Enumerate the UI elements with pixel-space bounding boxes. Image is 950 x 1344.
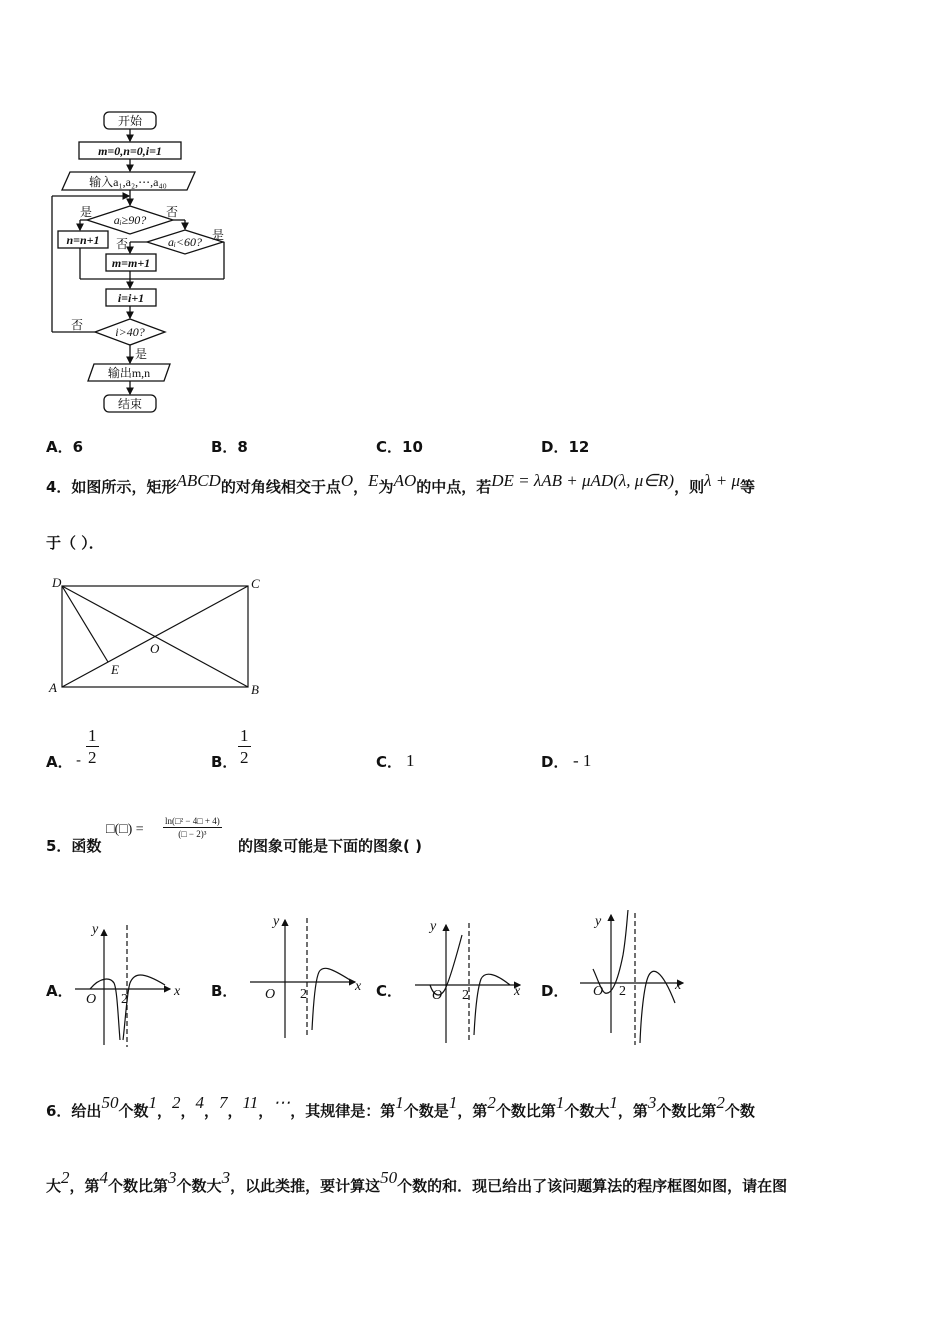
q6-text: ，第 [69, 1177, 100, 1195]
q4-option-b-fraction [238, 726, 251, 769]
flow-output-text: 输出m,n [107, 366, 151, 380]
q6-num: 1 [395, 1093, 404, 1112]
q3-option-a[interactable]: A．6 [46, 438, 84, 456]
q6-text: ， [156, 1102, 172, 1120]
q4-o: O [340, 471, 354, 490]
q5-numerator: ln(□² − 4□ + 4) [165, 816, 220, 826]
q6-text: ， [258, 1102, 274, 1120]
q6-num: 50 [101, 1093, 119, 1112]
q4-t2: 为 [378, 478, 394, 496]
flow-ninc-text: n=n+1 [66, 233, 100, 247]
q6-text: 个数的和．现已给出了该问题算法的程序框图如图，请在图 [397, 1177, 788, 1195]
q4-t4: ，则 [674, 478, 705, 496]
axis-two: 2 [619, 984, 626, 999]
q6-text: 个数 [118, 1102, 149, 1120]
q4-option-a-sign: - [76, 751, 82, 769]
axis-x: x [514, 984, 521, 999]
q6-num: 7 [219, 1093, 228, 1112]
axis-origin: O [593, 984, 604, 999]
flow-no-label: 否 [70, 318, 84, 332]
frac-numerator: 1 [240, 726, 249, 745]
q6-num: 4 [195, 1093, 204, 1112]
q5-option-a[interactable]: A． [46, 982, 73, 1000]
flow-no-label: 否 [115, 237, 129, 251]
flow-cond3-text: i>40? [115, 325, 145, 339]
q4-option-b[interactable]: B． [211, 753, 238, 771]
q6-text: 个数比第 [495, 1102, 556, 1120]
q6-num: 50 [380, 1168, 398, 1187]
q4-e: E [368, 471, 379, 490]
q6-num: 1 [555, 1093, 565, 1112]
flow-cond1-text: aᵢ≥90? [113, 213, 147, 227]
flow-yes-label: 是 [79, 205, 93, 219]
q6-num: 11 [242, 1093, 259, 1112]
q5-denominator: (□ − 2)³ [178, 829, 207, 839]
q6-text: ，以此类推，要计算这 [230, 1177, 381, 1195]
graph-d [575, 905, 695, 1050]
axis-y: y [273, 914, 280, 929]
flow-start-text: 开始 [117, 114, 143, 128]
q6-text: ， [203, 1102, 219, 1120]
q5-fraction [163, 815, 222, 840]
graph-b [245, 910, 370, 1045]
q4-comma: ， [353, 478, 369, 496]
q4-t3: 的中点，若 [416, 478, 492, 496]
flow-init-text: m=0,n=0,i=1 [98, 144, 162, 158]
graph-a [70, 915, 190, 1050]
q6-text: 个数大 [564, 1102, 610, 1120]
axis-origin: O [432, 988, 443, 1003]
q6-text: 个数大 [176, 1177, 222, 1195]
q4-option-c[interactable]: C． [376, 753, 403, 771]
q4-ao: AO [393, 471, 417, 490]
q3-option-b[interactable]: B．8 [211, 438, 248, 456]
q6-text: ， [180, 1102, 196, 1120]
flowchart [40, 105, 240, 420]
q4-t1: 的对角线相交于点 [220, 478, 341, 496]
q6-num: 3 [221, 1168, 231, 1187]
q5-option-c[interactable]: C． [376, 982, 403, 1000]
q6-line2 [46, 1168, 906, 1196]
q5-prefix: 5．函数 [46, 837, 102, 855]
q6-num: 1 [148, 1093, 157, 1112]
q6-text: ， [227, 1102, 243, 1120]
q6-line1 [46, 1093, 906, 1121]
axis-two: 2 [462, 988, 469, 1003]
q4-option-d[interactable]: D． [541, 753, 569, 771]
q4-option-a[interactable]: A． [46, 753, 73, 771]
q6-num: 4 [99, 1168, 109, 1187]
q6-text: 大 [46, 1177, 62, 1195]
rectangle-figure [44, 573, 274, 698]
q4-abcd: ABCD [176, 471, 221, 490]
flow-yes-label: 是 [211, 228, 225, 242]
q6-text: ，第 [457, 1102, 488, 1120]
flow-end-text: 结束 [117, 397, 143, 411]
q4-option-c-value: 1 [406, 751, 415, 770]
q6-num: 1 [448, 1093, 458, 1112]
label-e: E [111, 662, 119, 677]
q6-num: 3 [168, 1168, 177, 1187]
graph-c [410, 915, 535, 1050]
frac-numerator: 1 [88, 726, 97, 745]
q4-line2: 于（ ）． [46, 534, 104, 552]
q6-num: 2 [61, 1168, 70, 1187]
q6-num: 2 [487, 1093, 496, 1112]
axis-x: x [355, 979, 362, 994]
q6-num: 2 [171, 1093, 181, 1112]
axis-origin: O [86, 992, 97, 1007]
q6-num: 3 [647, 1093, 657, 1112]
axis-y: y [595, 914, 602, 929]
q6-text: 个数 [724, 1102, 755, 1120]
q4-num: 4．如图所示，矩形 [46, 478, 177, 496]
axis-two: 2 [121, 992, 128, 1007]
q6-text: 个数比第 [108, 1177, 169, 1195]
flow-no-label: 否 [165, 205, 179, 219]
q6-text: ，其规律是：第 [290, 1102, 396, 1120]
q4-option-d-value: - 1 [573, 751, 592, 770]
q6-num: 2 [716, 1093, 725, 1112]
flow-input-text: 输入a₁,a₂,⋯,a₄₀ [89, 175, 167, 189]
axis-x: x [174, 984, 181, 999]
q6-text: 个数是 [403, 1102, 449, 1120]
label-c: C [251, 576, 260, 591]
flow-iinc-text: i=i+1 [117, 291, 145, 305]
q6-num: ⋯ [273, 1093, 291, 1112]
axis-origin: O [265, 987, 276, 1002]
q5-suffix: 的图象可能是下面的图象( ) [238, 837, 422, 855]
axis-two: 2 [300, 987, 307, 1002]
q4-t5: 等 [739, 478, 755, 496]
flow-yes-label: 是 [134, 347, 148, 361]
q4-line1 [46, 471, 755, 497]
q5-option-d[interactable]: D． [541, 982, 569, 1000]
q4-formula: DE = λAB + μAD(λ, μ∈R) [491, 471, 675, 490]
axis-y: y [430, 919, 437, 934]
label-d: D [52, 575, 62, 590]
q6-text: 个数比第 [656, 1102, 717, 1120]
q4-option-a-fraction [86, 726, 99, 769]
label-b: B [251, 682, 259, 697]
label-o: O [150, 641, 160, 656]
q6-text: 6．给出 [46, 1102, 102, 1120]
q6-num: 1 [609, 1093, 618, 1112]
axis-x: x [675, 978, 682, 993]
flow-cond2-text: aᵢ<60? [168, 235, 202, 249]
frac-denominator: 2 [88, 748, 97, 767]
axis-y: y [92, 922, 99, 937]
frac-denominator: 2 [240, 748, 249, 767]
q3-option-d[interactable]: D．12 [541, 438, 590, 456]
q6-text: ，第 [617, 1102, 648, 1120]
label-a: A [49, 680, 57, 695]
q5-option-b[interactable]: B． [211, 982, 238, 1000]
q5-lhs: □(□) = [106, 822, 144, 837]
seg-de [62, 586, 108, 662]
q3-option-c[interactable]: C．10 [376, 438, 423, 456]
q4-lm: λ + μ [704, 471, 740, 490]
flow-minc-text: m=m+1 [111, 256, 151, 270]
